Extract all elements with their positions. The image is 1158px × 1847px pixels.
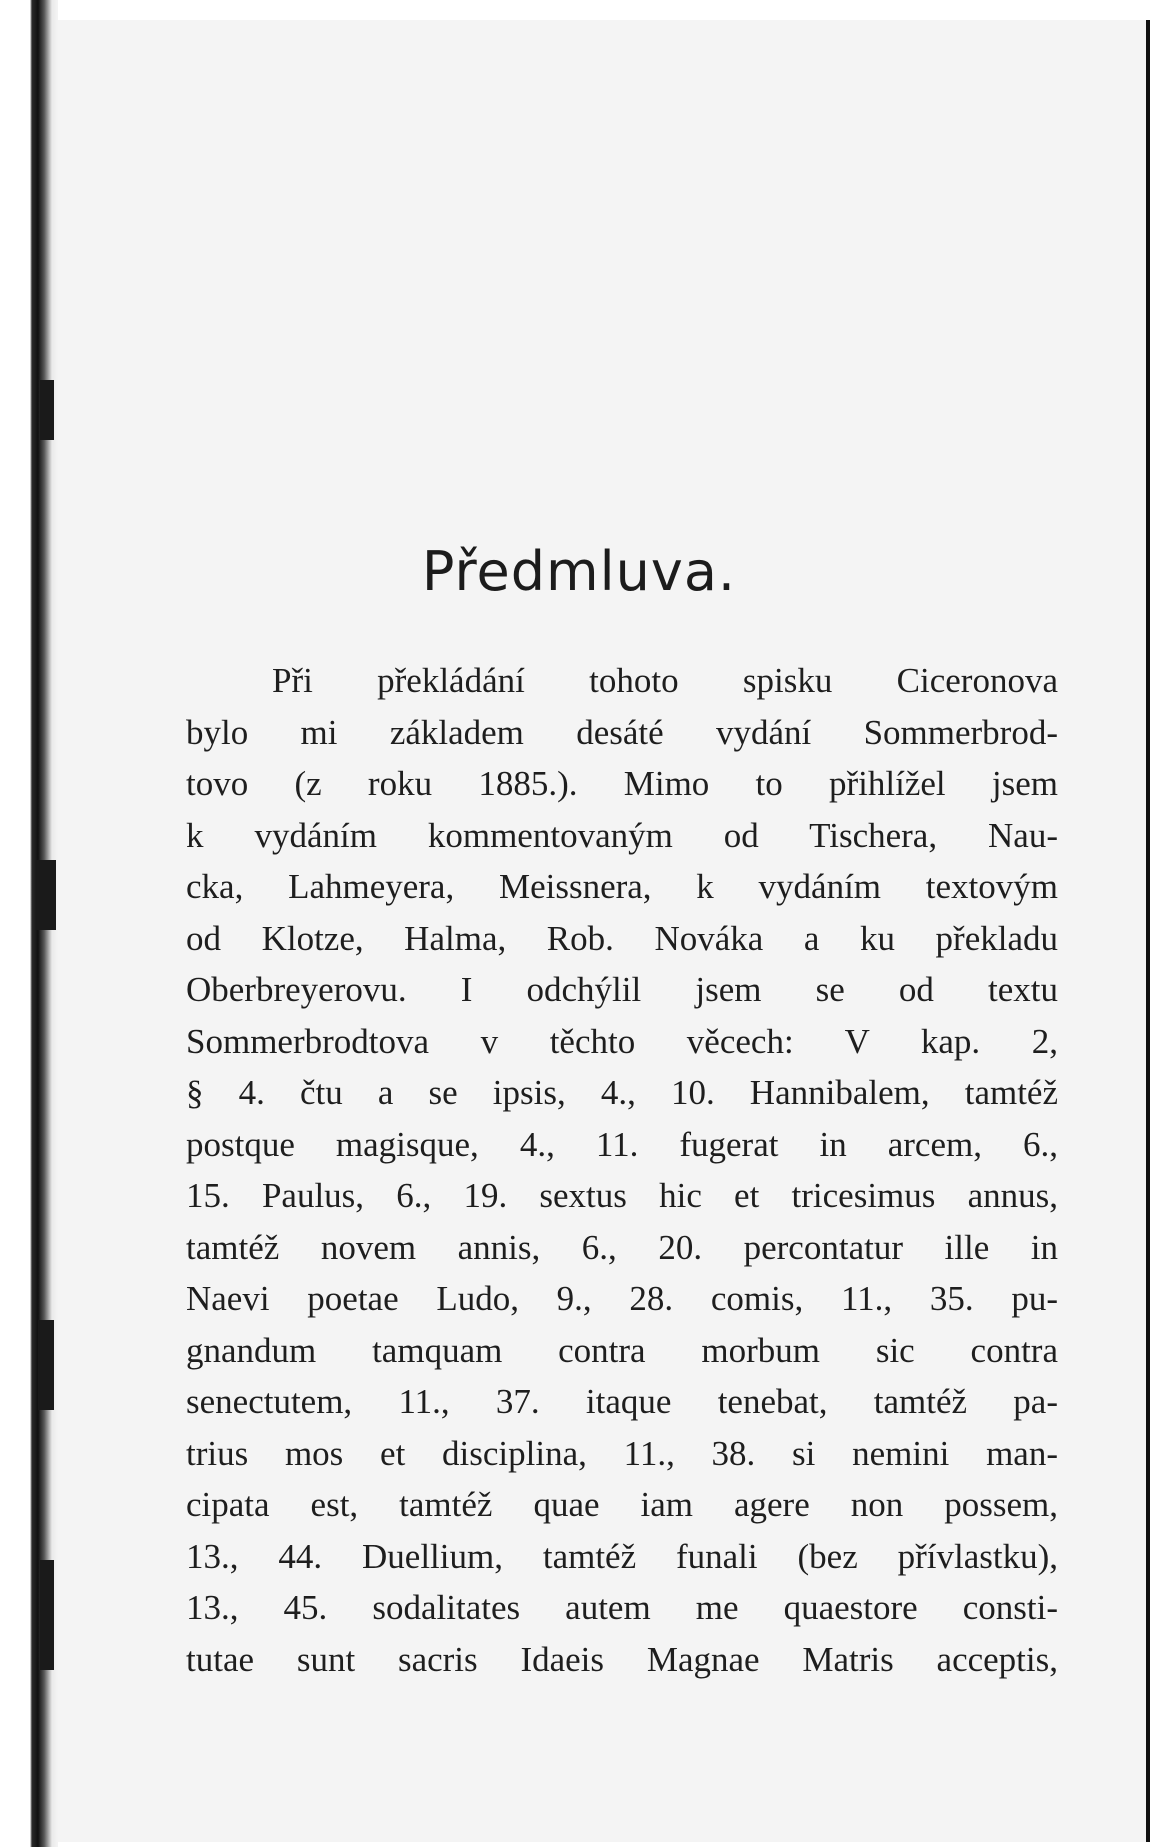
text-line: Oberbreyerovu. I odchýlil jsem se od textu: [186, 970, 1058, 1009]
text-line: trius mos et disciplina, 11., 38. si nemini man-: [186, 1433, 1058, 1473]
spine-scan-mark: [40, 1560, 54, 1670]
text-line: od Klotze, Halma, Rob. Nováka a ku překladu: [186, 918, 1058, 958]
text-line: bylo mi základem desáté vydání Sommerbrod-: [186, 712, 1058, 752]
text-line: Při překládání tohoto spisku Ciceronova: [272, 661, 1058, 700]
text-line: § 4. čtu a se ipsis, 4., 10. Hannibalem, tamtéž: [186, 1073, 1058, 1112]
text-line: Sommerbrodtova v těchto věcech: V kap. 2,: [186, 1021, 1058, 1061]
text-line: tutae sunt sacris Idaeis Magnae Matris acceptis,: [186, 1639, 1058, 1679]
text-line: cipata est, tamtéž quae iam agere non possem,: [186, 1485, 1058, 1524]
spine-scan-mark: [36, 860, 56, 930]
book-spine-edge: [0, 0, 58, 1847]
text-line: Naevi poetae Ludo, 9., 28. comis, 11., 35. pu-: [186, 1279, 1058, 1318]
text-line: cka, Lahmeyera, Meissnera, k vydáním textovým: [186, 867, 1058, 906]
spine-scan-mark: [40, 380, 54, 440]
text-line: tovo (z roku 1885.). Mimo to přihlížel jsem: [186, 764, 1058, 803]
text-line: tamtéž novem annis, 6., 20. percontatur ille in: [186, 1227, 1058, 1267]
preface-paragraph: [186, 655, 1058, 1685]
text-line: 15. Paulus, 6., 19. sextus hic et tricesimus annus,: [186, 1176, 1058, 1215]
page-title: Předmluva.: [421, 540, 737, 603]
text-line: postque magisque, 4., 11. fugerat in arcem, 6.,: [186, 1124, 1058, 1164]
text-line: 13., 44. Duellium, tamtéž funali (bez přívlastku),: [186, 1536, 1058, 1576]
text-line: gnandum tamquam contra morbum sic contra: [186, 1330, 1058, 1370]
text-line: 13., 45. sodalitates autem me quaestore consti-: [186, 1588, 1058, 1627]
text-line: k vydáním kommentovaným od Tischera, Nau-: [186, 815, 1058, 855]
text-line: senectutem, 11., 37. itaque tenebat, tamtéž pa-: [186, 1382, 1058, 1421]
spine-scan-mark: [38, 1320, 54, 1410]
